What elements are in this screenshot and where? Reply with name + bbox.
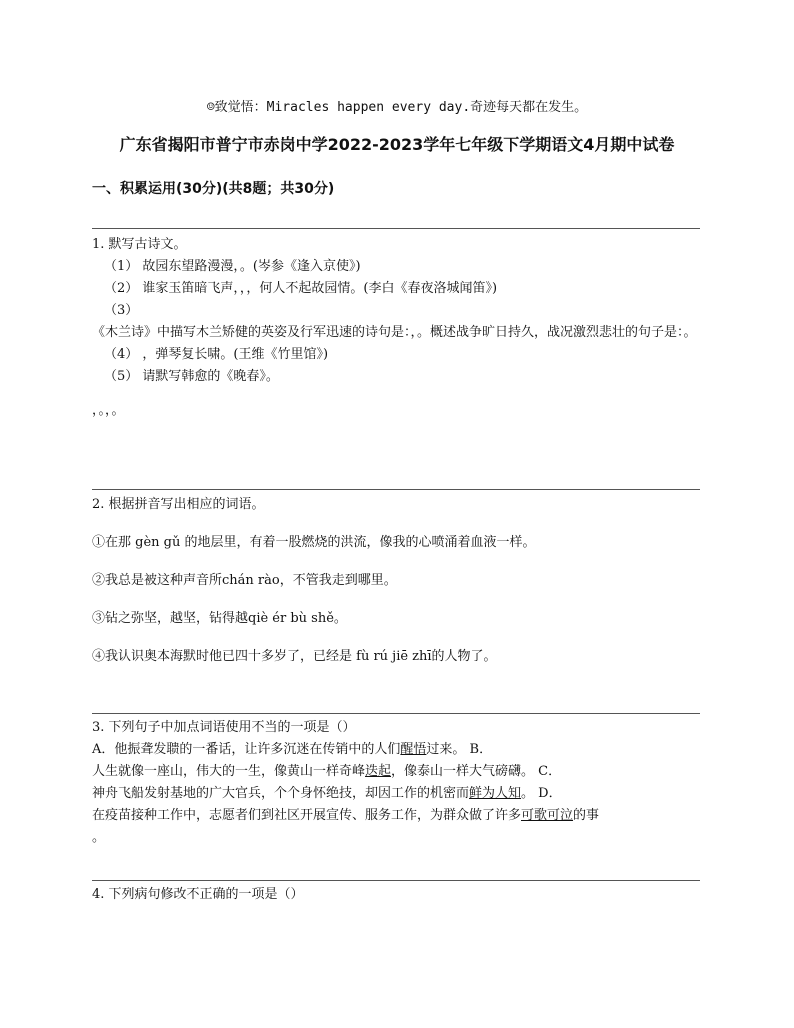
option-text: 。 D． — [521, 786, 562, 801]
option-text: 神舟飞船发射基地的广大官兵，个个身怀绝技，却因工作的机密而 — [92, 786, 470, 801]
question-1-item-3: （3） — [104, 303, 139, 318]
exam-title: 广东省揭阳市普宁市赤岗中学2022-2023学年七年级下学期语文4月期中试卷 — [119, 135, 675, 154]
question-divider — [92, 713, 700, 714]
question-1-stem: 1. 默写古诗文。 — [92, 237, 187, 252]
option-text: 过来。 B． — [426, 742, 493, 757]
question-1 — [92, 234, 700, 422]
option-text: 人生就像一座山，伟大的一生，像黄山一样奇峰 — [92, 764, 366, 779]
question-1-blanks: ，。，。 — [92, 403, 125, 418]
underlined-term: 可歌可泣 — [521, 808, 574, 823]
question-2-item-2: ②我总是被这种声音所chán rào，不管我走到哪里。 — [92, 573, 397, 588]
question-1-item-1: （1） 故园东望路漫漫，。(岑参《逢入京使》) — [104, 259, 361, 274]
underlined-term: 迭起 — [365, 764, 392, 779]
question-3-line-2 — [92, 761, 700, 783]
question-divider — [92, 228, 700, 229]
question-4 — [92, 884, 700, 906]
spacer — [92, 388, 700, 400]
question-1-item-3-text: 《木兰诗》中描写木兰矫健的英姿及行军迅速的诗句是：，。概述战争旷日持久，战况激烈悲壮的句子是：。 — [92, 325, 697, 340]
question-3-line-4 — [92, 805, 700, 827]
question-2-item-4: ④我认识奥本海默时他已四十多岁了，已经是 fù rú jiē zhī的人物了。 — [92, 649, 497, 664]
question-3-stem: 3. 下列句子中加点词语使用不当的一项是（） — [92, 720, 356, 735]
question-divider — [92, 880, 700, 881]
motto-line: ☺致觉悟：Miracles happen every day.奇迹每天都在发生。 — [206, 100, 588, 115]
question-3-line-3 — [92, 783, 700, 805]
question-3-line-1 — [92, 739, 700, 761]
question-3 — [92, 717, 700, 849]
question-2-item-1: ①在那 gèn gǔ 的地层里，有着一股燃烧的洪流，像我的心喷涌着血液一样。 — [92, 535, 536, 550]
option-text: A．他振聋发聩的一番话，让许多沉迷在传销中的人们 — [92, 742, 401, 757]
question-2-stem: 2. 根据拼音写出相应的词语。 — [92, 497, 265, 512]
question-4-stem: 4. 下列病句修改不正确的一项是（） — [92, 887, 304, 902]
question-1-item-2: （2） 谁家玉笛暗飞声，，，何人不起故园情。(李白《春夜洛城闻笛》) — [104, 281, 498, 296]
question-3-line-5: 。 — [92, 830, 106, 845]
underlined-term: 醒悟 — [400, 742, 427, 757]
question-2 — [92, 494, 700, 684]
option-text: ，像泰山一样大气磅礴。 C． — [391, 764, 562, 779]
section-heading: 一、积累运用(30分)(共8题；共30分) — [92, 181, 335, 197]
question-divider — [92, 489, 700, 490]
question-1-item-4: （4） ，弹琴复长啸。(王维《竹里馆》) — [104, 347, 329, 362]
underlined-term: 鲜为人知 — [469, 786, 522, 801]
question-2-item-3: ③钻之弥坚，越坚，钻得越qiè ér bù shě。 — [92, 611, 347, 626]
question-1-item-5: （5） 请默写韩愈的《晚春》。 — [104, 369, 279, 384]
option-text: 在疫苗接种工作中，志愿者们到社区开展宣传、服务工作，为群众做了许多 — [92, 808, 522, 823]
option-text: 的事 — [573, 808, 600, 823]
